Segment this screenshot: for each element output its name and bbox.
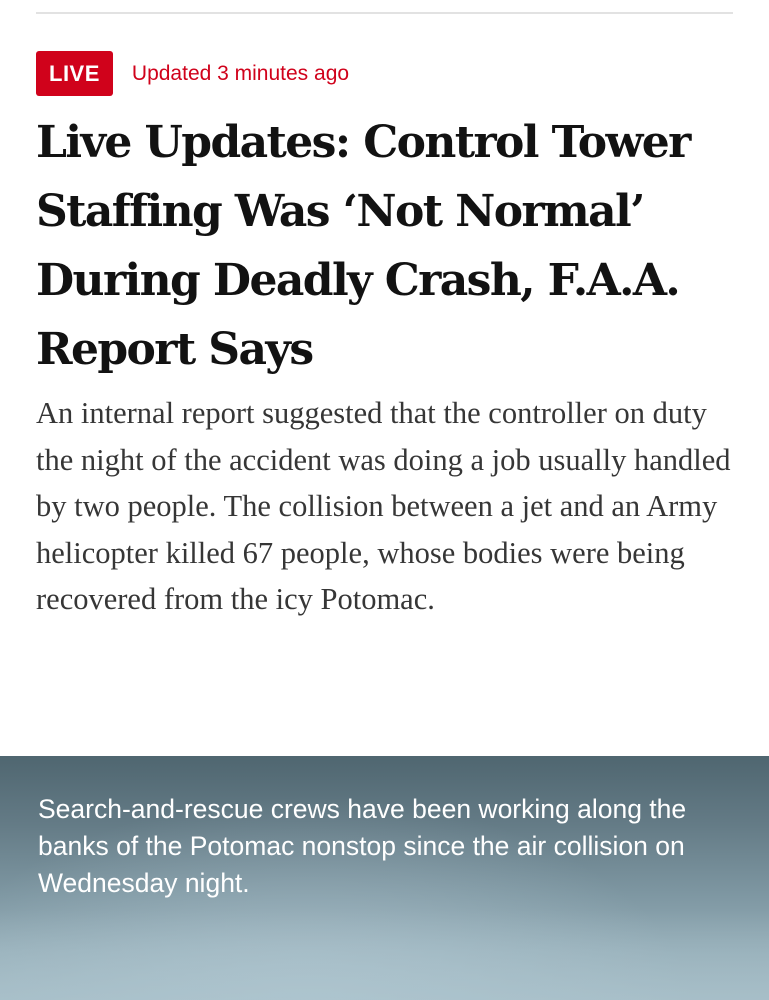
lead-photo[interactable] bbox=[0, 756, 769, 1000]
article-headline[interactable]: Live Updates: Control Tower Staffing Was ‘Not Normal’ During Deadly Crash, F.A.A. Report Says bbox=[36, 117, 690, 375]
article-summary: An internal report suggested that the controller on duty the night of the accident was doing a job usually handled by two people. The collision between a jet and an Army helicopter killed 67 people, whose bodies were being recovered from the icy Potomac. bbox=[36, 396, 731, 616]
photo-water-haze bbox=[0, 910, 769, 1000]
top-divider bbox=[36, 12, 733, 14]
photo-caption: Search-and-rescue crews have been working along the banks of the Potomac nonstop since the air collision on Wednesday night. bbox=[38, 794, 687, 898]
article-meta bbox=[36, 51, 349, 96]
updated-timestamp: Updated 3 minutes ago bbox=[131, 61, 350, 85]
live-badge: LIVE bbox=[36, 51, 113, 96]
